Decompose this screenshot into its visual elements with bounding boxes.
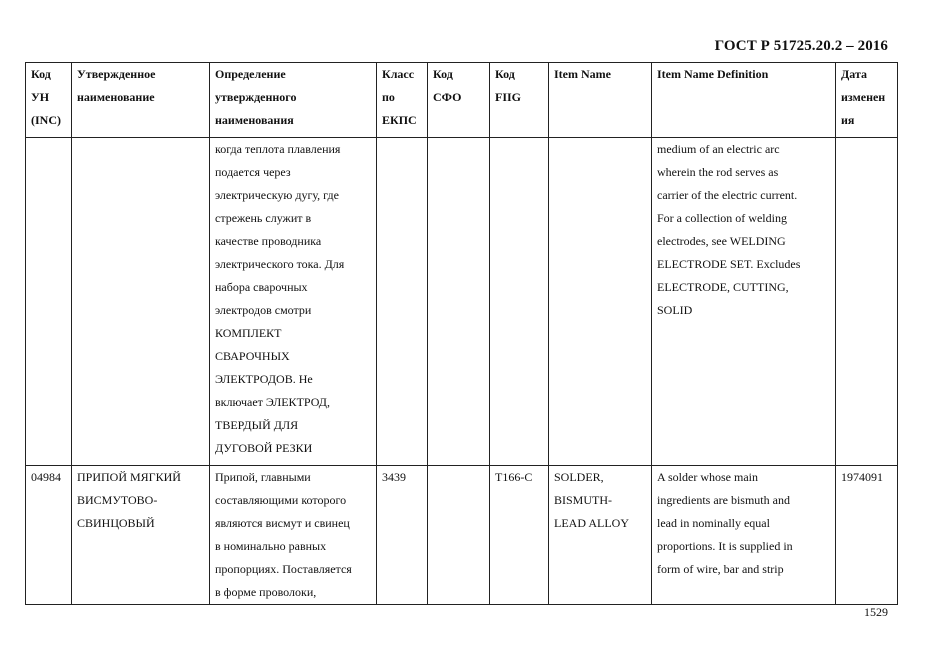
cell-text-line: 3439	[382, 470, 406, 484]
cell-text-line: набора сварочных	[215, 280, 308, 294]
cell-text-line: составляющими которого	[215, 493, 347, 507]
cell-text-line: Код	[31, 67, 51, 81]
cell-sfo	[428, 138, 490, 466]
cell-text-line: carrier of the electric current.	[657, 188, 798, 202]
cell-name	[72, 466, 210, 605]
table-row-continuation	[26, 138, 898, 466]
cell-text-line: Утвержденное	[77, 67, 156, 81]
cell-text-line: Item Name	[554, 67, 611, 81]
header-ekps-class	[377, 63, 428, 138]
page-number: 1529	[864, 605, 888, 619]
cell-text-line: ЕКПС	[382, 113, 417, 127]
cell-text-line: electrodes, see WELDING	[657, 234, 786, 248]
cell-text-line: СВИНЦОВЫЙ	[77, 516, 155, 530]
cell-definition	[210, 138, 377, 466]
cell-text-line: ingredients are bismuth and	[657, 493, 790, 507]
cell-text-line: в форме проволоки,	[215, 585, 317, 599]
cell-definition	[210, 466, 377, 605]
cell-text-line: наименование	[77, 90, 155, 104]
cell-fiig	[490, 138, 549, 466]
cell-text-line: ПРИПОЙ МЯГКИЙ	[77, 470, 181, 484]
cell-text-line: в номинально равных	[215, 539, 327, 553]
cell-text-line: proportions. It is supplied in	[657, 539, 793, 553]
header-change-date	[836, 63, 898, 138]
header-item-name	[549, 63, 652, 138]
cell-text-line: СВАРОЧНЫХ	[215, 349, 290, 363]
cell-text-line: Item Name Definition	[657, 67, 769, 81]
cell-text-line: FIIG	[495, 90, 522, 104]
header-item-name-definition	[652, 63, 836, 138]
document-header-title: ГОСТ Р 51725.20.2 – 2016	[714, 38, 888, 54]
cell-text-line: качестве проводника	[215, 234, 322, 248]
cell-text-line: lead in nominally equal	[657, 516, 770, 530]
cell-text-line: СФО	[433, 90, 462, 104]
cell-item-definition	[652, 466, 836, 605]
cell-text-line: Определение	[215, 67, 286, 81]
cell-item-name	[549, 138, 652, 466]
cell-text-line: wherein the rod serves as	[657, 165, 779, 179]
cell-fiig	[490, 466, 549, 605]
cell-name	[72, 138, 210, 466]
cell-text-line: пропорциях. Поставляется	[215, 562, 352, 576]
cell-text-line: являются висмут и свинец	[215, 516, 350, 530]
catalog-table	[25, 62, 898, 605]
table-header-row	[26, 63, 898, 138]
table-row-04984	[26, 466, 898, 605]
cell-text-line: Код	[433, 67, 453, 81]
header-inc-code	[26, 63, 72, 138]
header-fiig-code	[490, 63, 549, 138]
cell-text-line: электрического тока. Для	[215, 257, 345, 271]
cell-date	[836, 466, 898, 605]
header-approved-name	[72, 63, 210, 138]
cell-text-line: (INC)	[31, 113, 61, 127]
cell-text-line: включает ЭЛЕКТРОД,	[215, 395, 330, 409]
cell-text-line: электрическую дугу, где	[215, 188, 339, 202]
cell-text-line: КОМПЛЕКТ	[215, 326, 282, 340]
cell-text-line: изменен	[841, 90, 886, 104]
cell-class	[377, 138, 428, 466]
cell-text-line: Класс	[382, 67, 415, 81]
cell-text-line: утвержденного	[215, 90, 297, 104]
cell-text-line: Дата	[841, 67, 867, 81]
cell-class	[377, 466, 428, 605]
cell-text-line: ЭЛЕКТРОДОВ. Не	[215, 372, 313, 386]
cell-text-line: стрежень служит в	[215, 211, 312, 225]
cell-inc	[26, 466, 72, 605]
cell-text-line: T166-C	[495, 470, 533, 484]
cell-text-line: ELECTRODE, CUTTING,	[657, 280, 789, 294]
cell-text-line: 04984	[31, 470, 61, 484]
cell-text-line: ТВЕРДЫЙ ДЛЯ	[215, 418, 299, 432]
cell-text-line: A solder whose main	[657, 470, 758, 484]
cell-text-line: form of wire, bar and strip	[657, 562, 784, 576]
cell-text-line: подается через	[215, 165, 291, 179]
cell-date	[836, 138, 898, 466]
header-sfo-code	[428, 63, 490, 138]
cell-text-line: Код	[495, 67, 515, 81]
cell-inc	[26, 138, 72, 466]
cell-text-line: 1974091	[841, 470, 883, 484]
cell-text-line: SOLDER,	[554, 470, 604, 484]
cell-text-line: SOLID	[657, 303, 693, 317]
cell-text-line: ия	[841, 113, 855, 127]
cell-text-line: ВИСМУТОВО-	[77, 493, 158, 507]
cell-text-line: For a collection of welding	[657, 211, 787, 225]
cell-text-line: BISMUTH-	[554, 493, 613, 507]
cell-text-line: когда теплота плавления	[215, 142, 341, 156]
cell-text-line: ELECTRODE SET. Excludes	[657, 257, 801, 271]
cell-text-line: УН	[31, 90, 50, 104]
cell-text-line: medium of an electric arc	[657, 142, 780, 156]
cell-text-line: LEAD ALLOY	[554, 516, 629, 530]
cell-item-name	[549, 466, 652, 605]
header-name-definition	[210, 63, 377, 138]
cell-text-line: электродов смотри	[215, 303, 312, 317]
cell-item-definition	[652, 138, 836, 466]
cell-text-line: Припой, главными	[215, 470, 311, 484]
cell-text-line: ДУГОВОЙ РЕЗКИ	[215, 441, 313, 455]
cell-sfo	[428, 466, 490, 605]
cell-text-line: по	[382, 90, 395, 104]
cell-text-line: наименования	[215, 113, 294, 127]
